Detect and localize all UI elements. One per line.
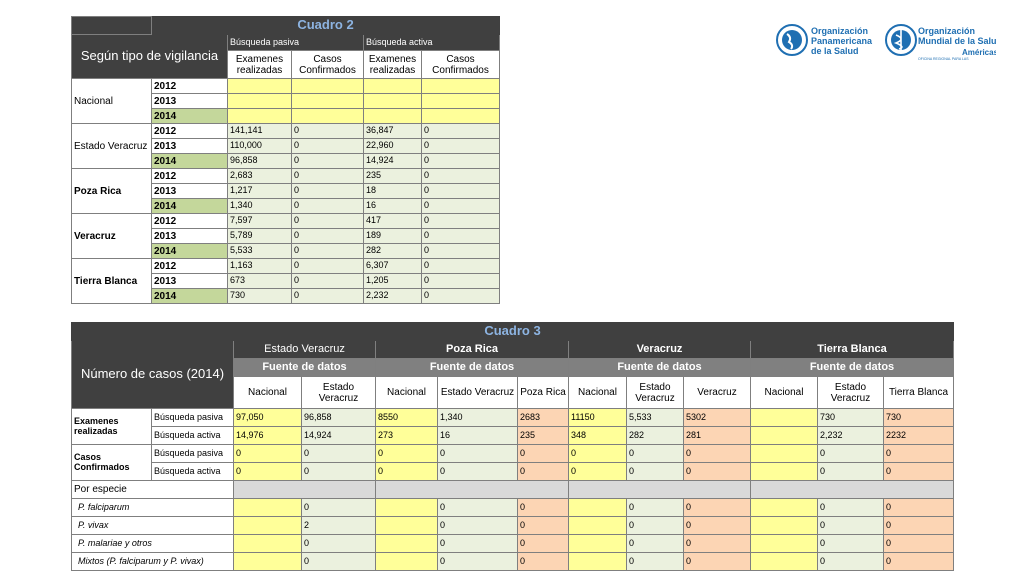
value-cell: 0 bbox=[292, 244, 364, 259]
value-cell: 1,217 bbox=[228, 184, 292, 199]
value-cell: 0 bbox=[684, 445, 751, 463]
year-cell: 2014 bbox=[152, 154, 228, 169]
value-cell: 0 bbox=[422, 289, 500, 304]
value-cell: 0 bbox=[518, 445, 569, 463]
cuadro-2-row bbox=[72, 214, 500, 229]
column-header: Estado Veracruz bbox=[302, 377, 376, 409]
value-cell: 0 bbox=[884, 517, 954, 535]
value-cell: 0 bbox=[292, 124, 364, 139]
value-cell bbox=[364, 94, 422, 109]
value-cell: 0 bbox=[684, 535, 751, 553]
value-cell: 0 bbox=[818, 463, 884, 481]
paho-name-2: Panamericana bbox=[811, 36, 873, 46]
paho-name-3: de la Salud bbox=[811, 46, 859, 56]
cuadro-2-row bbox=[72, 79, 500, 94]
who-name-2: Mundial de la Salud bbox=[918, 36, 996, 46]
value-cell: 189 bbox=[364, 229, 422, 244]
cuadro-3-rowheader: Número de casos (2014) bbox=[72, 341, 234, 409]
especie-spacer bbox=[234, 481, 376, 499]
year-cell: 2012 bbox=[152, 124, 228, 139]
value-cell: 2683 bbox=[518, 409, 569, 427]
value-cell: 2,232 bbox=[818, 427, 884, 445]
especie-spacer bbox=[751, 481, 954, 499]
cuadro-2-row bbox=[72, 169, 500, 184]
value-cell: 96,858 bbox=[228, 154, 292, 169]
value-cell bbox=[751, 553, 818, 571]
especie-name: P. vivax bbox=[72, 517, 234, 535]
value-cell: 0 bbox=[292, 229, 364, 244]
year-cell: 2012 bbox=[152, 259, 228, 274]
value-cell: 0 bbox=[302, 499, 376, 517]
value-cell: 0 bbox=[292, 259, 364, 274]
value-cell: 14,976 bbox=[234, 427, 302, 445]
value-cell: 16 bbox=[364, 199, 422, 214]
value-cell: 0 bbox=[569, 463, 627, 481]
cuadro-2-title: Cuadro 2 bbox=[152, 17, 500, 35]
value-cell bbox=[751, 535, 818, 553]
value-cell: 0 bbox=[302, 463, 376, 481]
value-cell: 1,205 bbox=[364, 274, 422, 289]
value-cell: 97,050 bbox=[234, 409, 302, 427]
cuadro-2-table bbox=[71, 16, 500, 304]
value-cell: 0 bbox=[818, 553, 884, 571]
value-cell: 22,960 bbox=[364, 139, 422, 154]
row-casos-activa bbox=[72, 463, 954, 481]
value-cell: 0 bbox=[627, 535, 684, 553]
value-cell: 0 bbox=[438, 535, 518, 553]
value-cell: 730 bbox=[228, 289, 292, 304]
value-cell: 273 bbox=[376, 427, 438, 445]
value-cell: 0 bbox=[818, 535, 884, 553]
value-cell: 0 bbox=[422, 229, 500, 244]
pasiva-label: Búsqueda pasiva bbox=[152, 445, 234, 463]
value-cell: 0 bbox=[627, 445, 684, 463]
value-cell bbox=[376, 499, 438, 517]
value-cell: 0 bbox=[438, 463, 518, 481]
especie-spacer bbox=[376, 481, 569, 499]
logos bbox=[776, 20, 996, 66]
value-cell: 8550 bbox=[376, 409, 438, 427]
year-cell: 2014 bbox=[152, 199, 228, 214]
cuadro-2-rowheader: Según tipo de vigilancia bbox=[72, 35, 228, 79]
value-cell: 0 bbox=[292, 169, 364, 184]
paho-logo bbox=[776, 20, 996, 66]
year-cell: 2013 bbox=[152, 94, 228, 109]
value-cell bbox=[569, 535, 627, 553]
value-cell: 0 bbox=[684, 517, 751, 535]
row-especie bbox=[72, 535, 954, 553]
value-cell: 0 bbox=[292, 184, 364, 199]
value-cell: 0 bbox=[292, 139, 364, 154]
value-cell: 0 bbox=[684, 463, 751, 481]
value-cell bbox=[422, 94, 500, 109]
year-cell: 2014 bbox=[152, 244, 228, 259]
header-exam-pasiva: Examenes realizadas bbox=[228, 51, 292, 79]
value-cell: 0 bbox=[292, 289, 364, 304]
paho-name-1: Organización bbox=[811, 26, 869, 36]
value-cell bbox=[751, 445, 818, 463]
value-cell: 0 bbox=[234, 463, 302, 481]
value-cell bbox=[751, 517, 818, 535]
value-cell: 2 bbox=[302, 517, 376, 535]
especie-name: P. falciparum bbox=[72, 499, 234, 517]
especie-name: Mixtos (P. falciparum y P. vivax) bbox=[72, 553, 234, 571]
value-cell: 16 bbox=[438, 427, 518, 445]
value-cell: 0 bbox=[569, 445, 627, 463]
row-especie bbox=[72, 517, 954, 535]
value-cell: 14,924 bbox=[302, 427, 376, 445]
region-poza-rica: Poza Rica bbox=[376, 341, 569, 359]
column-header: Nacional bbox=[569, 377, 627, 409]
value-cell: 36,847 bbox=[364, 124, 422, 139]
value-cell bbox=[234, 499, 302, 517]
header-casos-pasiva: Casos Confirmados bbox=[292, 51, 364, 79]
value-cell: 0 bbox=[684, 553, 751, 571]
who-small: OFICINA REGIONAL PARA LAS bbox=[918, 57, 969, 61]
row-casos-pasiva bbox=[72, 445, 954, 463]
value-cell: 1,340 bbox=[228, 199, 292, 214]
value-cell: 5,533 bbox=[627, 409, 684, 427]
cuadro-3-table bbox=[71, 322, 954, 571]
column-header: Estado Veracruz bbox=[818, 377, 884, 409]
value-cell bbox=[292, 79, 364, 94]
activa-label: Búsqueda activa bbox=[152, 427, 234, 445]
value-cell: 0 bbox=[884, 535, 954, 553]
value-cell: 0 bbox=[422, 124, 500, 139]
value-cell: 730 bbox=[818, 409, 884, 427]
value-cell bbox=[569, 517, 627, 535]
value-cell: 0 bbox=[376, 463, 438, 481]
especie-spacer bbox=[569, 481, 751, 499]
value-cell: 0 bbox=[518, 535, 569, 553]
value-cell bbox=[751, 463, 818, 481]
value-cell: 0 bbox=[302, 553, 376, 571]
who-name-3: Américas bbox=[962, 48, 996, 57]
value-cell: 18 bbox=[364, 184, 422, 199]
value-cell: 7,597 bbox=[228, 214, 292, 229]
cuadro-3-title: Cuadro 3 bbox=[72, 323, 954, 341]
value-cell: 5,533 bbox=[228, 244, 292, 259]
value-cell: 1,340 bbox=[438, 409, 518, 427]
value-cell: 0 bbox=[518, 553, 569, 571]
group-label: Nacional bbox=[72, 79, 152, 124]
fuente-1: Fuente de datos bbox=[234, 359, 376, 377]
value-cell: 282 bbox=[364, 244, 422, 259]
value-cell: 2,683 bbox=[228, 169, 292, 184]
value-cell bbox=[234, 535, 302, 553]
value-cell bbox=[292, 109, 364, 124]
year-cell: 2012 bbox=[152, 79, 228, 94]
value-cell bbox=[292, 94, 364, 109]
value-cell: 0 bbox=[627, 553, 684, 571]
cuadro-2-row bbox=[72, 259, 500, 274]
value-cell: 110,000 bbox=[228, 139, 292, 154]
value-cell bbox=[376, 553, 438, 571]
value-cell bbox=[364, 79, 422, 94]
group-label: Poza Rica bbox=[72, 169, 152, 214]
column-header: Tierra Blanca bbox=[884, 377, 954, 409]
value-cell: 5302 bbox=[684, 409, 751, 427]
value-cell: 141,141 bbox=[228, 124, 292, 139]
column-header: Nacional bbox=[751, 377, 818, 409]
value-cell bbox=[751, 427, 818, 445]
value-cell: 0 bbox=[234, 445, 302, 463]
header-casos-activa: Casos Confirmados bbox=[422, 51, 500, 79]
value-cell bbox=[234, 553, 302, 571]
row-por-especie bbox=[72, 481, 954, 499]
who-name-1: Organización bbox=[918, 26, 976, 36]
year-cell: 2012 bbox=[152, 169, 228, 184]
region-veracruz: Veracruz bbox=[569, 341, 751, 359]
group-label: Estado Veracruz bbox=[72, 124, 152, 169]
value-cell: 0 bbox=[884, 499, 954, 517]
region-estado-veracruz: Estado Veracruz bbox=[234, 341, 376, 359]
value-cell: 0 bbox=[292, 214, 364, 229]
cuadro-3-body bbox=[72, 409, 954, 571]
value-cell: 0 bbox=[438, 499, 518, 517]
year-cell: 2013 bbox=[152, 274, 228, 289]
value-cell: 0 bbox=[292, 274, 364, 289]
value-cell: 730 bbox=[884, 409, 954, 427]
value-cell: 417 bbox=[364, 214, 422, 229]
value-cell: 0 bbox=[884, 553, 954, 571]
pasiva-label: Búsqueda pasiva bbox=[152, 409, 234, 427]
exam-label: Examenes realizadas bbox=[72, 409, 152, 445]
value-cell: 2,232 bbox=[364, 289, 422, 304]
cuadro-2-row bbox=[72, 124, 500, 139]
column-header: Veracruz bbox=[684, 377, 751, 409]
value-cell: 5,789 bbox=[228, 229, 292, 244]
value-cell: 0 bbox=[292, 199, 364, 214]
value-cell: 0 bbox=[292, 154, 364, 169]
value-cell bbox=[422, 79, 500, 94]
value-cell: 2232 bbox=[884, 427, 954, 445]
header-pasiva: Búsqueda pasiva bbox=[228, 35, 364, 51]
value-cell: 235 bbox=[364, 169, 422, 184]
year-cell: 2014 bbox=[152, 289, 228, 304]
cuadro-2-body bbox=[72, 79, 500, 304]
especie-name: P. malariae y otros bbox=[72, 535, 234, 553]
row-exam-pasiva bbox=[72, 409, 954, 427]
value-cell: 235 bbox=[518, 427, 569, 445]
column-header: Nacional bbox=[234, 377, 302, 409]
value-cell: 14,924 bbox=[364, 154, 422, 169]
year-cell: 2013 bbox=[152, 184, 228, 199]
value-cell: 0 bbox=[422, 169, 500, 184]
value-cell: 0 bbox=[438, 445, 518, 463]
value-cell: 0 bbox=[376, 445, 438, 463]
value-cell: 96,858 bbox=[302, 409, 376, 427]
value-cell: 0 bbox=[422, 244, 500, 259]
value-cell: 0 bbox=[818, 445, 884, 463]
value-cell bbox=[234, 517, 302, 535]
value-cell: 0 bbox=[518, 463, 569, 481]
value-cell: 0 bbox=[884, 445, 954, 463]
group-label: Veracruz bbox=[72, 214, 152, 259]
fuente-4: Fuente de datos bbox=[751, 359, 954, 377]
value-cell: 0 bbox=[684, 499, 751, 517]
value-cell: 0 bbox=[302, 535, 376, 553]
value-cell bbox=[422, 109, 500, 124]
column-header: Nacional bbox=[376, 377, 438, 409]
year-cell: 2013 bbox=[152, 229, 228, 244]
row-especie bbox=[72, 553, 954, 571]
region-tierra-blanca: Tierra Blanca bbox=[751, 341, 954, 359]
value-cell bbox=[376, 535, 438, 553]
year-cell: 2014 bbox=[152, 109, 228, 124]
especie-label: Por especie bbox=[72, 481, 234, 499]
value-cell bbox=[228, 79, 292, 94]
value-cell: 0 bbox=[422, 214, 500, 229]
header-activa: Búsqueda activa bbox=[364, 35, 500, 51]
value-cell: 0 bbox=[627, 499, 684, 517]
year-cell: 2013 bbox=[152, 139, 228, 154]
row-exam-activa bbox=[72, 427, 954, 445]
value-cell: 281 bbox=[684, 427, 751, 445]
column-header: Poza Rica bbox=[518, 377, 569, 409]
value-cell bbox=[569, 499, 627, 517]
value-cell: 11150 bbox=[569, 409, 627, 427]
value-cell: 0 bbox=[422, 274, 500, 289]
value-cell: 0 bbox=[422, 154, 500, 169]
group-label: Tierra Blanca bbox=[72, 259, 152, 304]
header-exam-activa: Examenes realizadas bbox=[364, 51, 422, 79]
fuente-3: Fuente de datos bbox=[569, 359, 751, 377]
value-cell bbox=[364, 109, 422, 124]
value-cell: 0 bbox=[438, 553, 518, 571]
value-cell bbox=[751, 499, 818, 517]
value-cell bbox=[228, 109, 292, 124]
value-cell bbox=[376, 517, 438, 535]
value-cell: 0 bbox=[422, 184, 500, 199]
value-cell: 0 bbox=[422, 199, 500, 214]
fuente-2: Fuente de datos bbox=[376, 359, 569, 377]
value-cell: 0 bbox=[518, 499, 569, 517]
value-cell: 0 bbox=[438, 517, 518, 535]
column-header: Estado Veracruz bbox=[438, 377, 518, 409]
value-cell: 6,307 bbox=[364, 259, 422, 274]
value-cell: 348 bbox=[569, 427, 627, 445]
value-cell bbox=[751, 409, 818, 427]
row-especie bbox=[72, 499, 954, 517]
column-header: Estado Veracruz bbox=[627, 377, 684, 409]
value-cell: 0 bbox=[884, 463, 954, 481]
value-cell: 673 bbox=[228, 274, 292, 289]
value-cell bbox=[569, 553, 627, 571]
value-cell: 282 bbox=[627, 427, 684, 445]
value-cell: 0 bbox=[422, 259, 500, 274]
year-cell: 2012 bbox=[152, 214, 228, 229]
activa-label: Búsqueda activa bbox=[152, 463, 234, 481]
casos-label: Casos Confirmados bbox=[72, 445, 152, 481]
value-cell: 0 bbox=[627, 463, 684, 481]
value-cell: 0 bbox=[302, 445, 376, 463]
value-cell: 0 bbox=[818, 517, 884, 535]
value-cell bbox=[228, 94, 292, 109]
value-cell: 0 bbox=[818, 499, 884, 517]
value-cell: 0 bbox=[627, 517, 684, 535]
value-cell: 0 bbox=[422, 139, 500, 154]
value-cell: 0 bbox=[518, 517, 569, 535]
value-cell: 1,163 bbox=[228, 259, 292, 274]
